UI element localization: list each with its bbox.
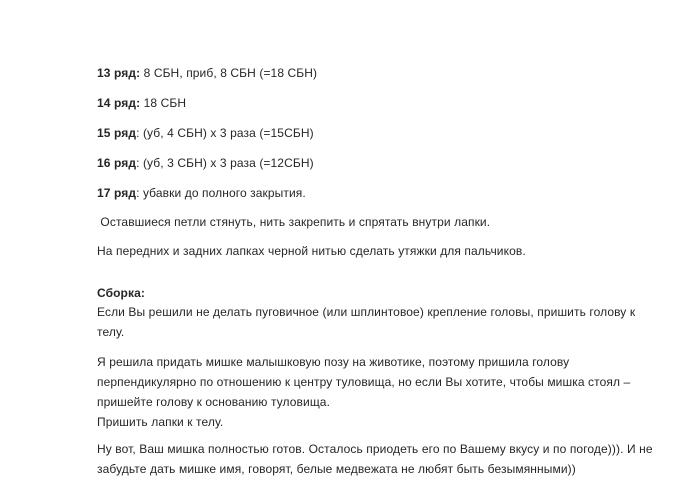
assembly-line-1: Если Вы решили не делать пуговичное (или шплинтовое) крепление головы, пришить голову к <box>97 305 636 319</box>
pose-line-1: Я решила придать мишке малышковую позу на животике, поэтому пришила голову <box>97 355 570 369</box>
row-16-text: : (уб, 3 СБН) х 3 раза (=12СБН) <box>136 156 314 170</box>
row-13-label: 13 ряд: <box>97 66 141 80</box>
assembly-heading: Сборка: <box>97 286 145 300</box>
closing-line-2: забудьте дать мишке имя, говорят, белые медвежата не любят быть безымянными)) <box>97 462 576 476</box>
pattern-row-16 <box>97 156 314 171</box>
row-15-text: : (уб, 4 СБН) х 3 раза (=15СБН) <box>136 126 314 140</box>
closing-line-1: Ну вот, Ваш мишка полностью готов. Осталось приодеть его по Вашему вкусу и по погоде))). И не <box>97 442 653 456</box>
row-15-label: 15 ряд <box>97 126 137 140</box>
row-13-text: 8 СБН, приб, 8 СБН (=18 СБН) <box>140 66 318 80</box>
pattern-row-15 <box>97 126 314 141</box>
row-16-label: 16 ряд <box>97 156 137 170</box>
finishing-note-2: На передних и задних лапках черной нитью сделать утяжки для пальчиков. <box>97 244 526 258</box>
row-14-text: 18 СБН <box>140 96 187 110</box>
pose-line-2: перпендикулярно по отношению к центру туловища, но если Вы хотите, чтобы мишка стоял – <box>97 375 631 389</box>
row-17-text: : убавки до полного закрытия. <box>136 186 306 200</box>
pose-line-4: Пришить лапки к телу. <box>97 415 224 429</box>
row-17-label: 17 ряд <box>97 186 137 200</box>
row-14-label: 14 ряд: <box>97 96 141 110</box>
pattern-row-13 <box>97 66 317 81</box>
pattern-row-14 <box>97 96 186 111</box>
finishing-note-1: Оставшиеся петли стянуть, нить закрепить и спрятать внутри лапки. <box>97 215 491 229</box>
assembly-line-2: телу. <box>97 325 125 339</box>
pattern-row-17 <box>97 186 306 201</box>
pose-line-3: пришейте голову к основанию туловища. <box>97 395 331 409</box>
